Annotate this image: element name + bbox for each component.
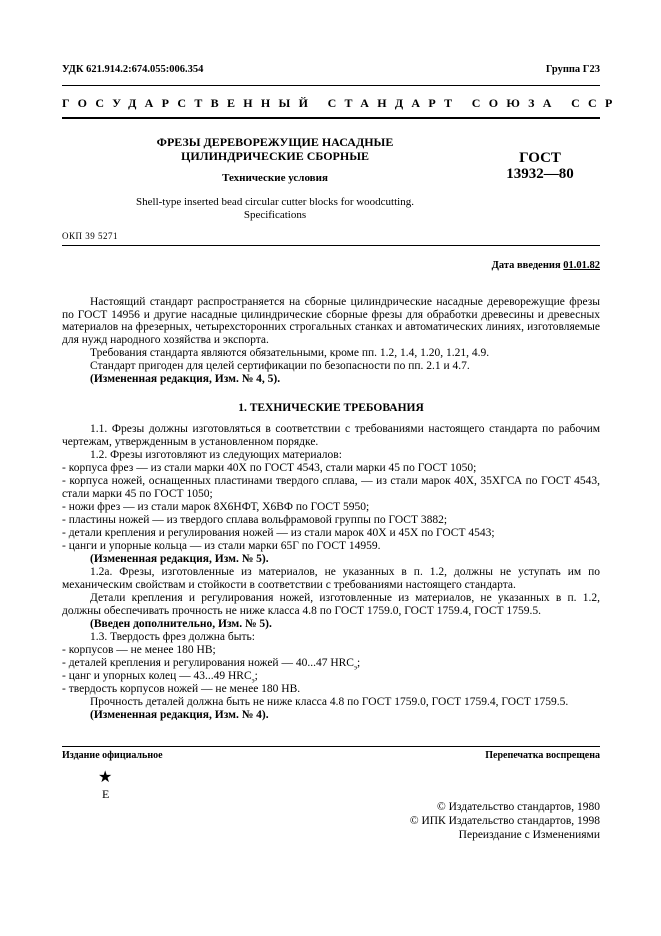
footer-rule [62,746,600,747]
edition-letter: Е [102,787,110,801]
udk-code: УДК 621.914.2:674.055:006.354 [62,64,204,75]
copyright-block [340,800,600,842]
document-title [120,135,430,163]
clause-1-3-amendment-note: (Измененная редакция, Изм. № 4). [90,709,269,721]
clause-1-2-amendment-note: (Измененная редакция, Изм. № 5). [90,553,269,565]
clause-1-2a-details: Детали крепления и регулирования ножей, изготовленные из материалов, не указанных в п. 1.2, должны обеспечивать прочность не ниже класса 4.8 по ГОСТ 1759.0, ГОСТ 1759.4, ГОСТ 1759.5. [62,592,600,617]
hardness-text: - цанг и упорных колец — 43...49 HRC [62,670,252,682]
hardness-subscript: э [251,676,255,685]
material-item: - цанги и упорные кольца — из стали марки 65Г по ГОСТ 14959. [62,540,381,552]
gost-label: ГОСТ [519,150,561,166]
title-line-2: ЦИЛИНДРИЧЕСКИЕ СБОРНЫЕ [180,149,369,163]
hardness-text: - деталей крепления и регулирования ножей — 40...47 HRC [62,657,354,669]
intro-date-label: Дата введения [491,260,561,271]
hardness-end: ; [254,670,258,682]
intro-date [400,260,600,271]
material-item: - корпуса ножей, оснащенных пластинами твердого сплава, — из стали марок 40Х, 35ХГСА по ГОСТ 4543, стали марки 45 по ГОСТ 1050; [62,475,600,500]
hardness-item: - корпусов — не менее 180 НВ; [62,644,216,656]
section-1-heading: 1. ТЕХНИЧЕСКИЕ ТРЕБОВАНИЯ [238,402,424,414]
clause-1-3-strength: Прочность деталей должна быть не ниже класса 4.8 по ГОСТ 1759.0, ГОСТ 1759.4, ГОСТ 1759.5. [90,696,569,708]
gost-number: 13932—80 [506,166,574,182]
top-rule [62,85,600,86]
clause-1-1: 1.1. Фрезы должны изготовляться в соответствии с требованиями настоящего стандарта по рабочим чертежам, утвержденным в установленном порядке. [62,423,600,448]
republication-note: Переиздание с Изменениями [458,829,600,841]
hardness-item: - твердость корпусов ножей — не менее 180 НВ. [62,683,301,695]
document-subtitle: Технические условия [222,172,328,184]
intro-amendment-note: (Измененная редакция, Изм. № 4, 5). [90,373,281,385]
hardness-end: ; [357,657,361,669]
clause-1-3: 1.3. Твердость фрез должна быть: [90,631,255,643]
gost-designation [480,150,600,182]
material-item: - корпуса фрез — из стали марки 40Х по ГОСТ 4543, стали марки 45 по ГОСТ 1050; [62,462,477,474]
clause-1-2: 1.2. Фрезы изготовляют из следующих материалов: [90,449,342,461]
intro-date-value: 01.01.82 [563,260,600,271]
star-icon: ★ [98,769,113,786]
title-rule [62,245,600,246]
intro-paragraph-3: Стандарт пригоден для целей сертификации по безопасности по пп. 2.1 и 4.7. [90,360,470,372]
material-item: - ножи фрез — из стали марок 8Х6НФТ, Х6ВФ по ГОСТ 5950; [62,501,370,513]
state-standard-heading: ГОСУДАРСТВЕННЫЙ СТАНДАРТ СОЮЗА ССР [62,96,621,110]
official-edition: Издание официальное [62,750,163,761]
english-title-line-1: Shell-type inserted bead circular cutter blocks for woodcutting. [136,196,414,208]
okp-code: ОКП 39 5271 [62,231,119,241]
title-line-1: ФРЕЗЫ ДЕРЕВОРЕЖУЩИЕ НАСАДНЫЕ [156,135,394,149]
group-code: Группа Г23 [545,64,600,75]
intro-paragraph-2: Требования стандарта являются обязательными, кроме пп. 1.2, 1.4, 1.20, 1.21, 4.9. [90,347,490,359]
material-item: - пластины ножей — из твердого сплава вольфрамовой группы по ГОСТ 3882; [62,514,448,526]
clause-1-2a-added-note: (Введен дополнительно, Изм. № 5). [90,618,272,630]
hardness-subscript: э [353,663,357,672]
material-item: - детали крепления и регулирования ножей — из стали марок 40Х и 45Х по ГОСТ 4543; [62,527,495,539]
clause-1-2a: 1.2а. Фрезы, изготовленные из материалов, не указанных в п. 1.2, должны не уступать им по механическим свойствам и стойкости в соответствии с требованиями настоящего стандарта. [62,566,600,591]
copyright-line-1: © Издательство стандартов, 1980 [436,801,600,813]
reprint-prohibited: Перепечатка воспрещена [485,750,600,761]
english-title-line-2: Specifications [243,209,307,221]
header-rule [62,117,600,119]
english-title [100,196,450,222]
intro-paragraph-1: Настоящий стандарт распространяется на сборные цилиндрические насадные дереворежущие фрезы по ГОСТ 14956 и другие насадные цилиндрические сборные фрезы для обработки древесины и древесных материалов на фрезерных, четырехсторонних строгальных станках и автоматических линиях, изготовляемые для нужд народного хозяйства и экспорта. [62,296,600,347]
copyright-line-2: © ИПК Издательство стандартов, 1998 [409,815,600,827]
